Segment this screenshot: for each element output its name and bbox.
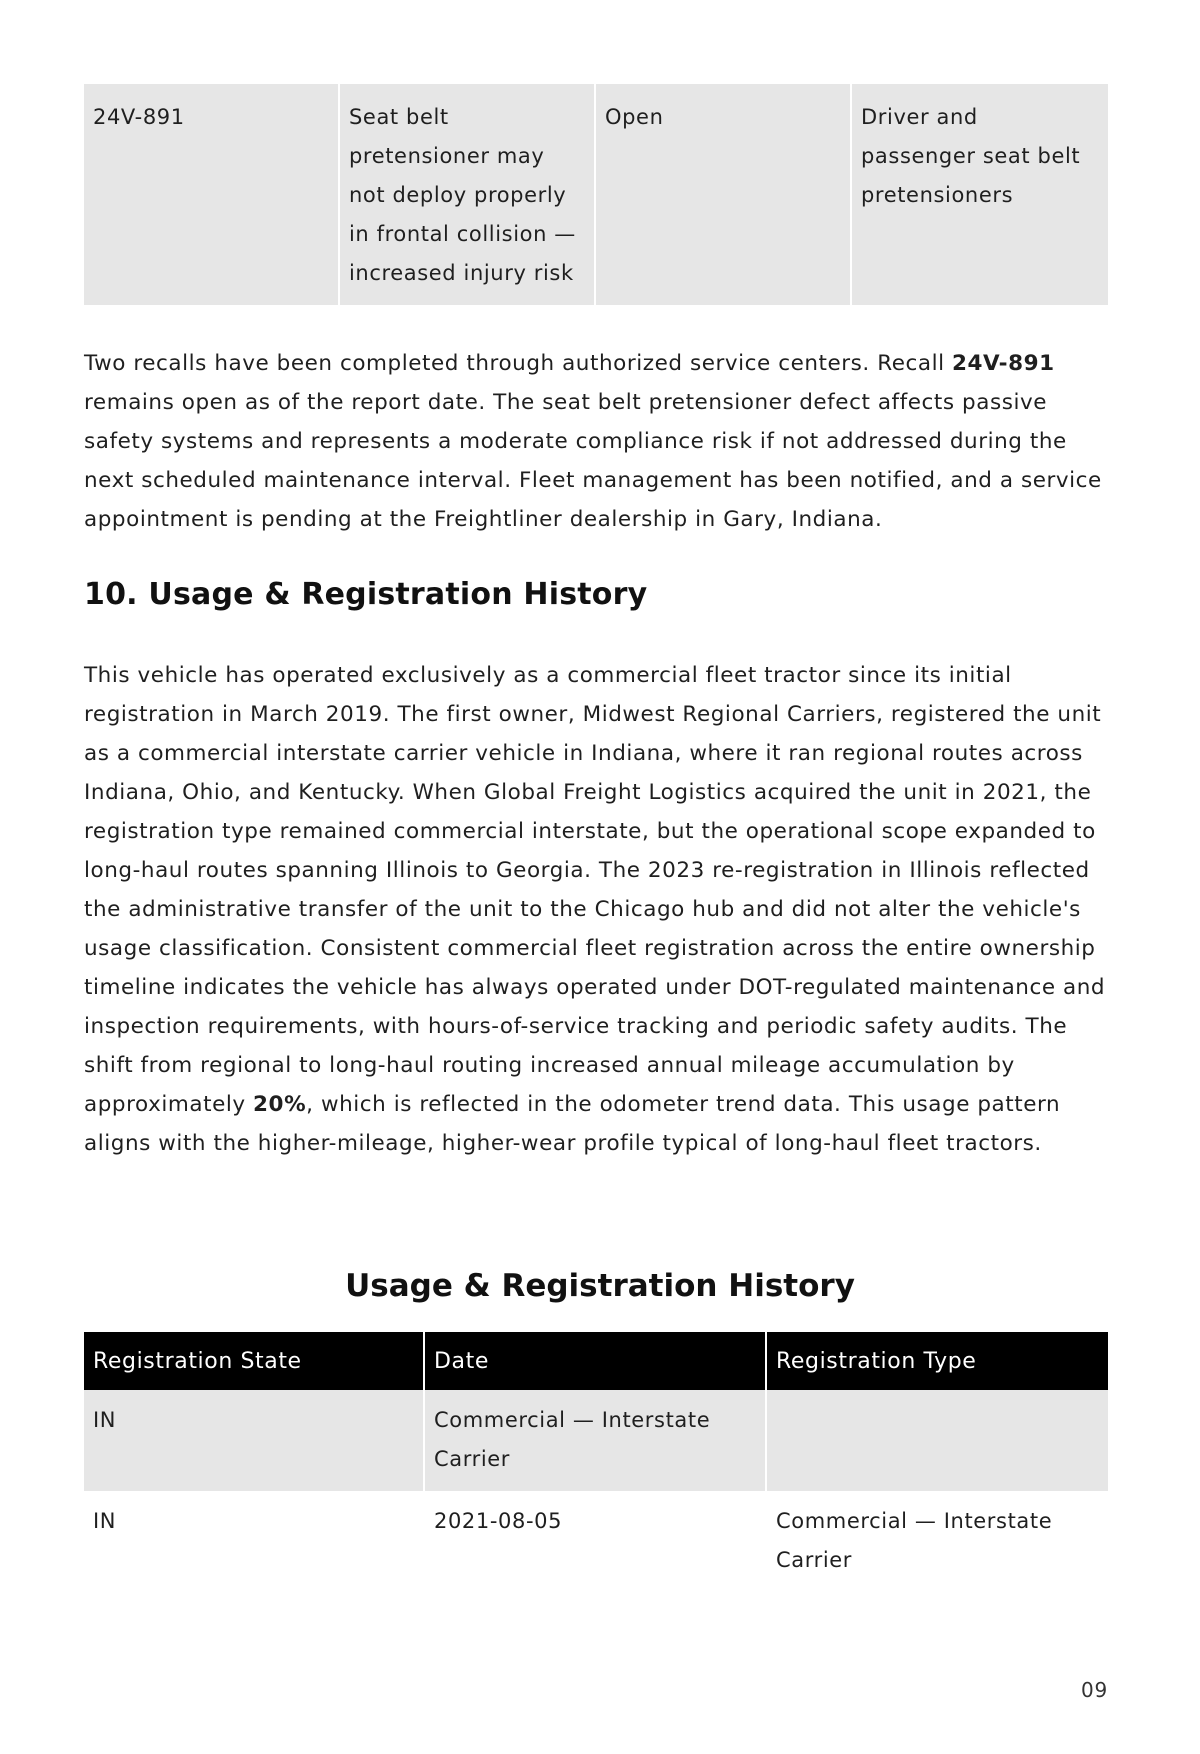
table-row <box>84 1491 1108 1592</box>
section-heading: 10. Usage & Registration History <box>84 577 648 612</box>
section-body-text-1: This vehicle has operated exclusively as a commercial fleet tractor since its initial registration in March 2019. The first owner, Midwest Regional Carriers, registered the unit as a commercial interstate carrier vehicle in Indiana, where it ran regional routes across Indiana, Ohio, and Kentucky. When Global Freight Logistics acquired the unit in 2021, the registration type remained commercial interstate, but the operational scope expanded to long-haul routes spanning Illinois to Georgia. The 2023 re-registration in Illinois reflected the administrative transfer of the unit to the Chicago hub and did not alter the vehicle's usage classification. Consistent commercial fleet registration across the entire ownership timeline indicates the vehicle has always operated under DOT-regulated maintenance and inspection requirements, with hours-of-service tracking and periodic safety audits. The shift from regional to long-haul routing increased annual mileage accumulation by approximately <box>84 663 1106 1117</box>
cell-type <box>767 1390 1108 1491</box>
header-registration-state: Registration State <box>84 1332 425 1390</box>
recall-component-cell: Driver and passenger seat belt pretensioners <box>852 84 1108 305</box>
recall-description-cell: Seat belt pretensioner may not deploy properly in frontal collision — increased injury risk <box>340 84 596 305</box>
cell-state: IN <box>84 1491 425 1592</box>
registration-table <box>84 1332 1108 1592</box>
cell-date: Commercial — Interstate Carrier <box>425 1390 767 1491</box>
recall-table <box>84 84 1108 305</box>
section-body-paragraph <box>84 656 1114 1163</box>
recall-summary-bold-id: 24V-891 <box>952 351 1055 376</box>
table-row <box>84 84 1108 305</box>
recall-summary-text-2: remains open as of the report date. The seat belt pretensioner defect affects passive safety systems and represents a moderate compliance risk if not addressed during the next scheduled maintenance interval. Fleet management has been notified, and a service appointment is pending at the Freightliner dealership in Gary, Indiana. <box>84 390 1102 532</box>
table-header-row <box>84 1332 1108 1390</box>
recall-status-cell: Open <box>596 84 852 305</box>
header-date: Date <box>425 1332 767 1390</box>
recall-summary-paragraph <box>84 344 1114 539</box>
registration-table-title: Usage & Registration History <box>345 1268 855 1304</box>
section-body-text-2: , which is reflected in the odometer trend data. This usage pattern aligns with the higher-mileage, higher-wear profile typical of long-haul fleet tractors. <box>84 1092 1061 1156</box>
page-number: 09 <box>1080 1678 1108 1702</box>
recall-id-cell: 24V-891 <box>84 84 340 305</box>
table-row <box>84 1390 1108 1491</box>
header-registration-type: Registration Type <box>767 1332 1108 1390</box>
recall-summary-text-1: Two recalls have been completed through authorized service centers. Recall <box>84 351 953 376</box>
section-body-bold-percent: 20% <box>253 1092 307 1117</box>
cell-state: IN <box>84 1390 425 1491</box>
cell-type: Commercial — Interstate Carrier <box>767 1491 1108 1592</box>
cell-date: 2021-08-05 <box>425 1491 767 1592</box>
